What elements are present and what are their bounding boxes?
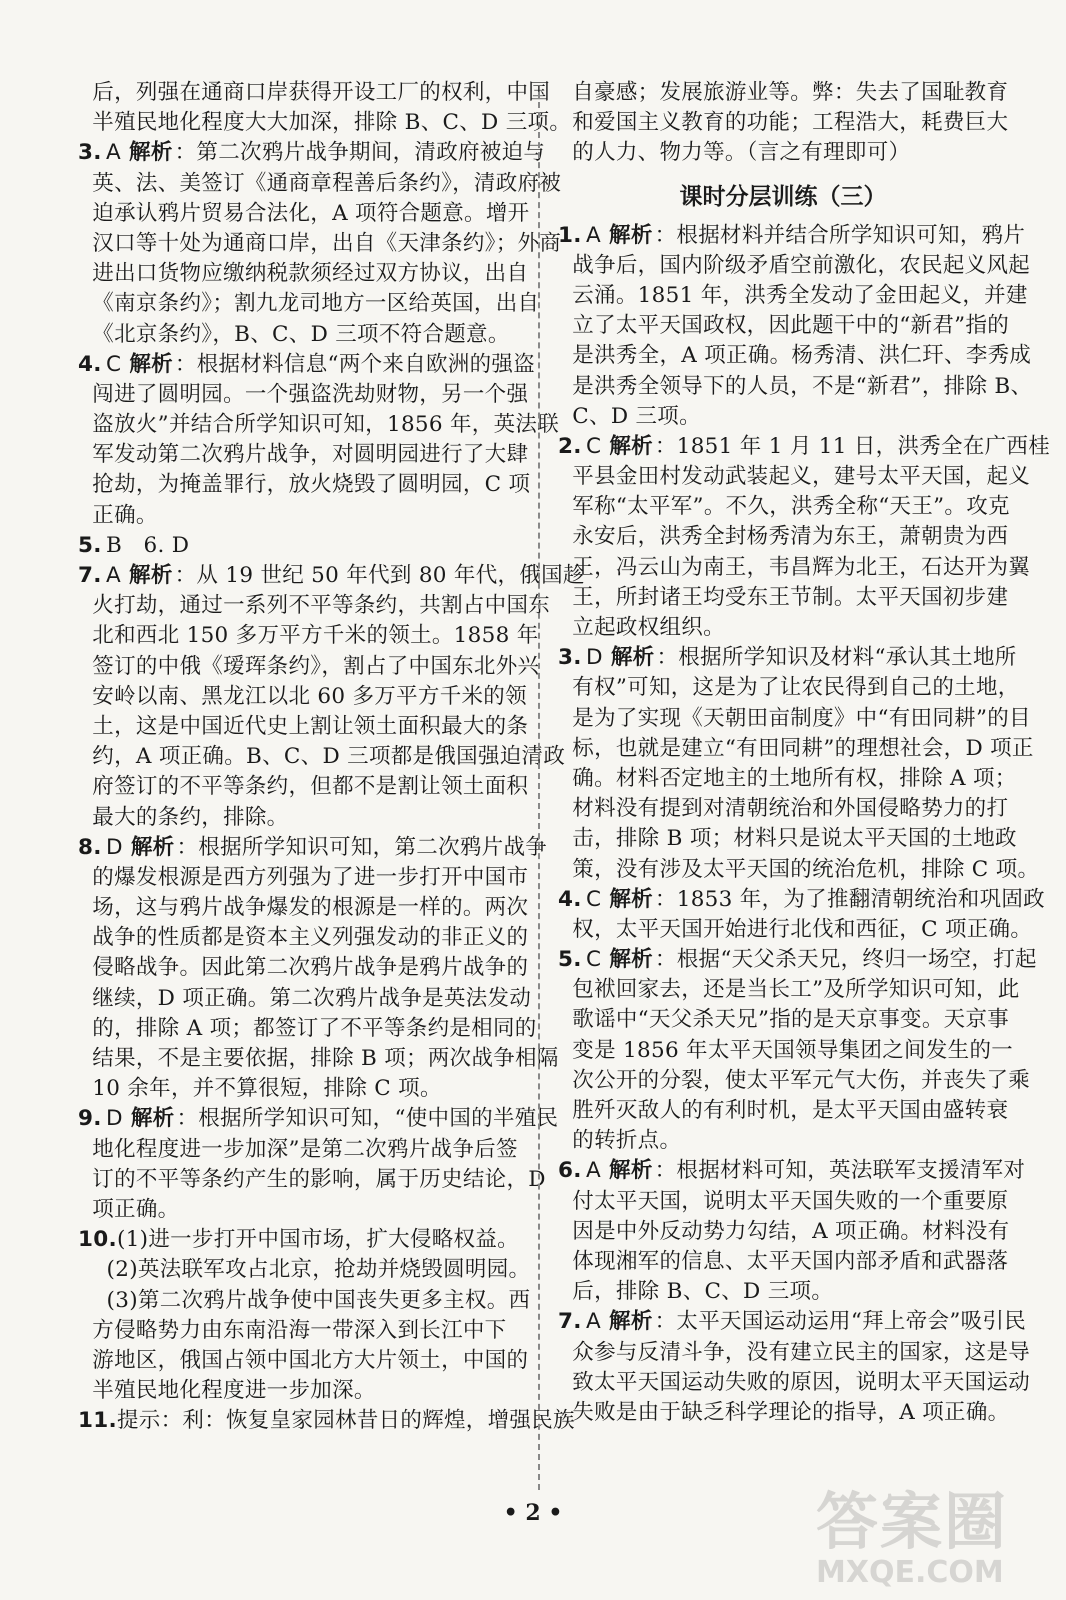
- line-text: 王，冯云山为南王，韦昌辉为北王，石达开为翼: [558, 554, 1031, 580]
- line-text: ：第二次鸦片战争期间，清政府被迫与: [174, 140, 546, 166]
- text-line: [558, 1368, 1031, 1398]
- line-text: 体现湘军的信息、太平天国内部矛盾和武器落: [558, 1248, 1009, 1274]
- line-text: 半殖民地化程度进一步加深。: [78, 1378, 376, 1404]
- answer-choice: D: [106, 834, 123, 860]
- section-title: 课时分层训练（三）: [679, 183, 887, 210]
- analysis-label: 解析: [610, 645, 655, 671]
- answer-choice: A: [586, 222, 602, 248]
- line-text: ：根据所学知识及材料“承认其土地所: [656, 645, 1017, 671]
- line-text: 立了太平天国政权，因此题干中的“新君”指的: [558, 313, 1010, 339]
- answer-choice: A: [106, 140, 122, 166]
- line-text: 地化程度进一步加深”是第二次鸦片战争后签: [78, 1136, 518, 1162]
- line-text: 后，排除 B、C、D 三项。: [558, 1279, 834, 1305]
- line-text: 的人力、物力等。（言之有理即可）: [558, 140, 911, 166]
- text-line: [558, 1066, 1031, 1096]
- text-line: [78, 289, 540, 319]
- question-number: 7.: [558, 1309, 582, 1335]
- text-line: [78, 1406, 575, 1436]
- line-text: 有权”可知，这是为了让农民得到自己的土地，: [558, 675, 1020, 701]
- line-text: 军发动第二次鸦片战争，对圆明园进行了大肆: [78, 442, 529, 468]
- right-column: [558, 78, 1051, 1428]
- answer-choice: C: [586, 433, 602, 459]
- text-line: [558, 1247, 1008, 1277]
- text-line: [78, 320, 528, 350]
- line-text: 签订的中俄《瑷珲条约》，割占了中国东北外兴: [78, 653, 540, 679]
- question-number: 3.: [78, 140, 102, 166]
- line-text: 和爱国主义教育的功能；工程浩大，耗费巨大: [558, 110, 1009, 136]
- text-line: [558, 734, 1034, 764]
- line-text: ：1853 年，为了推翻清朝统治和巩固政: [654, 886, 1045, 912]
- page-number: • 2 •: [503, 1500, 563, 1526]
- line-text: 变是 1856 年太平天国领导集团之间发生的一: [558, 1037, 1014, 1063]
- text-line: [558, 824, 1017, 854]
- analysis-label: 解析: [609, 222, 653, 248]
- text-line: [78, 1316, 528, 1346]
- text-line: [558, 1307, 1027, 1337]
- line-text: 最大的条约，排除。: [78, 804, 289, 830]
- answer-choice: C: [106, 351, 122, 377]
- question-number: 5.: [78, 532, 102, 558]
- text-line: [78, 350, 536, 380]
- text-line: [558, 764, 1017, 794]
- text-line: [78, 1286, 531, 1316]
- question-number: 7.: [78, 563, 102, 588]
- question-number: 1.: [558, 222, 582, 248]
- line-text: 结果，不是主要依据，排除 B 项；两次战争相隔: [78, 1046, 559, 1071]
- line-text: 继续，D 项正确。第二次鸦片战争是英法发动: [78, 985, 532, 1011]
- line-text: ：从 19 世纪 50 年代到 80 年代，俄国趁: [174, 563, 585, 588]
- watermark-text: 答案圈: [816, 1485, 1009, 1558]
- line-text: (2)英法联军攻占北京，抢劫并烧毁圆明园。: [78, 1257, 531, 1283]
- text-line: [558, 553, 1031, 583]
- line-text: 土，这是中国近代史上割让领土面积最大的条: [78, 713, 529, 739]
- line-text: 的转折点。: [558, 1128, 682, 1154]
- text-line: [78, 712, 528, 742]
- text-line: [558, 673, 1020, 703]
- line-text: 火打劫，通过一系列不平等条约，共割占中国东: [78, 593, 551, 619]
- line-text: 游地区，俄国占领中国北方大片领土，中国的: [78, 1347, 529, 1373]
- line-text: 半殖民地化程度大大加深，排除 B、C、D 三项。: [78, 110, 572, 136]
- text-line: [78, 561, 585, 591]
- text-line: [78, 1255, 531, 1285]
- line-text: 自豪感；发展旅游业等。弊：失去了国耻教育: [558, 80, 1009, 105]
- text-line: [78, 138, 546, 168]
- line-text: 击，排除 B 项；材料只是说太平天国的土地政: [558, 826, 1017, 852]
- line-text: 永安后，洪秀全封杨秀清为东王，萧朝贵为西: [558, 524, 1009, 550]
- text-line: [78, 531, 528, 561]
- analysis-label: 解析: [609, 947, 653, 973]
- text-line: [558, 704, 1031, 734]
- text-line: [558, 108, 1008, 138]
- text-line: [558, 613, 1008, 643]
- line-text: 付太平天国，说明太平天国失败的一个重要原: [558, 1188, 1009, 1214]
- analysis-label: 解析: [609, 1158, 653, 1184]
- line-text: 众参与反清斗争，没有建立民主的国家，这是导: [558, 1339, 1031, 1365]
- question-number: 11.: [78, 1408, 117, 1434]
- question-number: 9.: [78, 1106, 102, 1132]
- text-line: [558, 855, 1040, 885]
- analysis-label: 解析: [609, 433, 653, 459]
- line-text: 战争后，国内阶级矛盾空前激化，农民起义风起: [558, 252, 1031, 278]
- line-text: 抢劫，为掩盖罪行，放火烧毁了圆明园，C 项: [78, 472, 531, 498]
- question-number: 3.: [558, 645, 582, 671]
- line-text: B 6. D: [106, 532, 190, 558]
- text-line: [78, 803, 528, 833]
- line-text: 是为了实现《天朝田亩制度》中“有田同耕”的目: [558, 705, 1031, 731]
- line-text: 10 余年，并不算很短，排除 C 项。: [78, 1076, 442, 1102]
- text-line: [78, 108, 572, 138]
- column-divider: [538, 92, 540, 1490]
- text-line: [78, 953, 528, 983]
- line-text: 材料没有提到对清朝统治和外国侵略势力的打: [558, 796, 1009, 822]
- line-text: 正确。: [78, 502, 158, 528]
- text-line: [78, 440, 528, 470]
- line-text: ：根据材料可知，英法联军支援清军对: [654, 1158, 1026, 1184]
- text-line: [78, 410, 560, 440]
- question-number: 8.: [78, 834, 102, 860]
- text-line: [558, 975, 1020, 1005]
- line-text: 战争的性质都是资本主义列强发动的非正义的: [78, 925, 529, 951]
- text-line: [78, 1225, 528, 1255]
- text-line: [78, 863, 528, 893]
- line-text: 英、法、美签订《通商章程善后条约》，清政府被: [78, 170, 562, 196]
- line-text: 闯进了圆明园。一个强盗洗劫财物，另一个强: [78, 381, 529, 407]
- text-line: [78, 1104, 559, 1134]
- analysis-label: 解析: [130, 834, 175, 860]
- text-line: [558, 945, 1037, 975]
- text-line: [78, 1346, 528, 1376]
- text-line: [558, 1036, 1014, 1066]
- answer-choice: D: [106, 1106, 123, 1132]
- text-line: [558, 1398, 1008, 1428]
- analysis-label: 解析: [129, 351, 173, 377]
- line-text: 包袱回家去，还是当长工”及所学知识可知，此: [558, 977, 1020, 1003]
- line-text: 汉口等十处为通商口岸，出自《天津条约》；外商: [78, 230, 562, 256]
- line-text: 胜歼灭敌人的有利时机，是太平天国由盛转衰: [558, 1098, 1009, 1123]
- line-text: 订的不平等条约产生的影响，属于历史结论，D: [78, 1166, 546, 1192]
- text-line: [558, 1217, 1008, 1247]
- line-text: ：根据“天父杀天兄，终归一场空，打起: [654, 947, 1037, 973]
- text-line: [78, 1376, 528, 1406]
- text-line: [78, 923, 528, 953]
- text-line: [558, 915, 1033, 945]
- text-line: [558, 221, 1026, 251]
- question-number: 4.: [78, 351, 102, 377]
- analysis-label: 解析: [609, 1309, 653, 1335]
- text-line: [558, 1277, 1008, 1307]
- analysis-label: 解析: [130, 1106, 175, 1132]
- text-line: [78, 1014, 537, 1044]
- text-line: [558, 643, 1017, 673]
- line-text: ：根据材料并结合所学知识可知，鸦片: [654, 222, 1026, 248]
- question-number: 10.: [78, 1227, 117, 1253]
- line-text: 《北京条约》，B、C、D 三项不符合题意。: [78, 321, 510, 347]
- text-line: [78, 742, 566, 772]
- text-line: [558, 1096, 1008, 1126]
- line-text: 侵略战争。因此第二次鸦片战争是鸦片战争的: [78, 955, 529, 981]
- line-text: ：1851 年 1 月 11 日，洪秀全在广西桂: [654, 433, 1051, 459]
- line-text: 北和西北 150 多万平方千米的领土。1858 年: [78, 623, 539, 649]
- text-line: [78, 78, 551, 108]
- text-line: [78, 772, 528, 802]
- question-number: 6.: [558, 1158, 582, 1184]
- line-text: C、D 三项。: [558, 403, 701, 429]
- line-text: 军称“太平军”。不久，洪秀全称“天王”。攻克: [558, 494, 1010, 520]
- text-line: [78, 833, 548, 863]
- text-line: [78, 229, 562, 259]
- text-line: [558, 432, 1051, 462]
- line-text: 歌谣中“天父杀天兄”指的是天京事变。天京事: [558, 1007, 1010, 1033]
- answer-choice: A: [586, 1309, 602, 1335]
- text-line: [558, 281, 1028, 311]
- text-line: [78, 1044, 559, 1074]
- line-text: 的爆发根源是西方列强为了进一步打开中国市: [78, 864, 529, 890]
- line-text: ：根据所学知识可知，“使中国的半殖民: [176, 1106, 559, 1132]
- text-line: [78, 470, 531, 500]
- line-text: 次公开的分裂，使太平军元气大伤，并丧失了乘: [558, 1067, 1031, 1093]
- line-text: 盗放火”并结合所学知识可知，1856 年，英法联: [78, 412, 560, 438]
- line-text: ：根据所学知识可知，第二次鸦片战争: [176, 834, 548, 860]
- line-text: 项正确。: [78, 1196, 180, 1222]
- line-text: 的，排除 A 项；都签订了不平等条约是相同的: [78, 1015, 537, 1041]
- line-text: 失败是由于缺乏科学理论的指导，A 项正确。: [558, 1399, 1010, 1425]
- line-text: 立起政权组织。: [558, 615, 725, 640]
- left-column: [78, 78, 585, 1436]
- line-text: 提示：利：恢复皇家园林昔日的辉煌，增强民族: [117, 1408, 575, 1434]
- answer-choice: A: [106, 563, 122, 588]
- text-line: [558, 402, 1008, 432]
- answer-choice: A: [586, 1158, 602, 1184]
- line-text: 后，列强在通商口岸获得开设工厂的权利，中国: [78, 80, 551, 105]
- line-text: 场，这与鸦片战争爆发的根源是一样的。两次: [78, 895, 529, 921]
- answer-choice: C: [586, 886, 602, 912]
- line-text: ：根据材料信息“两个来自欧洲的强盗: [174, 351, 536, 377]
- text-line: [78, 1165, 546, 1195]
- text-line: [78, 893, 528, 923]
- line-text: (1)进一步打开中国市场，扩大侵略权益。: [117, 1227, 519, 1253]
- line-text: 府签订的不平等条约，但都不是割让领土面积: [78, 774, 529, 800]
- text-line: [78, 199, 528, 229]
- line-text: 王，所封诸王均受东王节制。太平天国初步建: [558, 584, 1009, 610]
- line-text: 进出口货物应缴纳税款须经过双方协议，出自: [78, 261, 529, 287]
- text-line: [558, 251, 1031, 281]
- line-text: 平县金田村发动武装起义，建号太平天国，起义: [558, 464, 1031, 490]
- text-line: [558, 341, 1032, 371]
- text-line: [558, 1156, 1026, 1186]
- analysis-label: 解析: [129, 563, 173, 588]
- analysis-label: 解析: [129, 140, 173, 166]
- question-number: 4.: [558, 886, 582, 912]
- line-text: 迫承认鸦片贸易合法化，A 项符合题意。增开: [78, 200, 530, 226]
- line-text: 《南京条约》；割九龙司地方一区给英国，出自: [78, 291, 540, 317]
- text-line: [558, 311, 1008, 341]
- line-text: 方侵略势力由东南沿海一带深入到长江中下: [78, 1317, 507, 1343]
- text-line: [558, 1338, 1031, 1368]
- text-line: [558, 1187, 1008, 1217]
- line-text: 是洪秀全，A 项正确。杨秀清、洪仁玕、李秀成: [558, 343, 1032, 369]
- question-number: 5.: [558, 947, 582, 973]
- text-line: [78, 1074, 528, 1104]
- text-line: [78, 984, 532, 1014]
- text-line: [78, 501, 528, 531]
- text-line: [558, 583, 1008, 613]
- text-line: [558, 492, 1008, 522]
- line-text: 致太平天国运动失败的原因，说明太平天国运动: [558, 1369, 1031, 1395]
- analysis-label: 解析: [609, 886, 653, 912]
- text-line: [78, 1135, 528, 1165]
- text-line: [558, 138, 1008, 168]
- text-line: [78, 682, 528, 712]
- answer-choice: D: [586, 645, 603, 671]
- text-line: [558, 372, 1033, 402]
- line-text: 策，没有涉及太平天国的统治危机，排除 C 项。: [558, 856, 1040, 882]
- text-line: [78, 259, 528, 289]
- text-line: [78, 591, 551, 621]
- line-text: (3)第二次鸦片战争使中国丧失更多主权。西: [78, 1287, 531, 1313]
- text-line: [558, 885, 1045, 915]
- line-text: 云涌。1851 年，洪秀全发动了金田起义，并建: [558, 282, 1028, 308]
- text-line: [558, 1126, 1008, 1156]
- text-line: [78, 621, 539, 651]
- line-text: 标，也就是建立“有田同耕”的理想社会，D 项正: [558, 735, 1034, 761]
- text-line: [78, 1195, 528, 1225]
- line-text: 权，太平天国开始进行北伐和西征，C 项正确。: [558, 916, 1033, 942]
- text-line: [558, 522, 1008, 552]
- text-line: [558, 794, 1008, 824]
- question-number: 2.: [558, 433, 582, 459]
- line-text: ：太平天国运动运用“拜上帝会”吸引民: [654, 1309, 1027, 1335]
- watermark-logo: [816, 1472, 1036, 1592]
- text-line: [78, 380, 528, 410]
- text-line: [558, 462, 1031, 492]
- text-line: [78, 169, 562, 199]
- line-text: 约，A 项正确。B、C、D 三项都是俄国强迫清政: [78, 744, 566, 770]
- watermark-url: MXQE.COM: [816, 1555, 1004, 1590]
- text-line: [558, 1005, 1008, 1035]
- line-text: 因是中外反动势力勾结，A 项正确。材料没有: [558, 1218, 1010, 1244]
- text-line: [558, 78, 1008, 108]
- line-text: 确。材料否定地主的土地所有权，排除 A 项；: [558, 765, 1017, 791]
- text-line: [78, 652, 540, 682]
- line-text: 安岭以南、黑龙江以北 60 多万平方千米的领: [78, 683, 527, 709]
- line-text: 是洪秀全领导下的人员，不是“新君”，排除 B、: [558, 373, 1033, 399]
- answer-choice: C: [586, 947, 602, 973]
